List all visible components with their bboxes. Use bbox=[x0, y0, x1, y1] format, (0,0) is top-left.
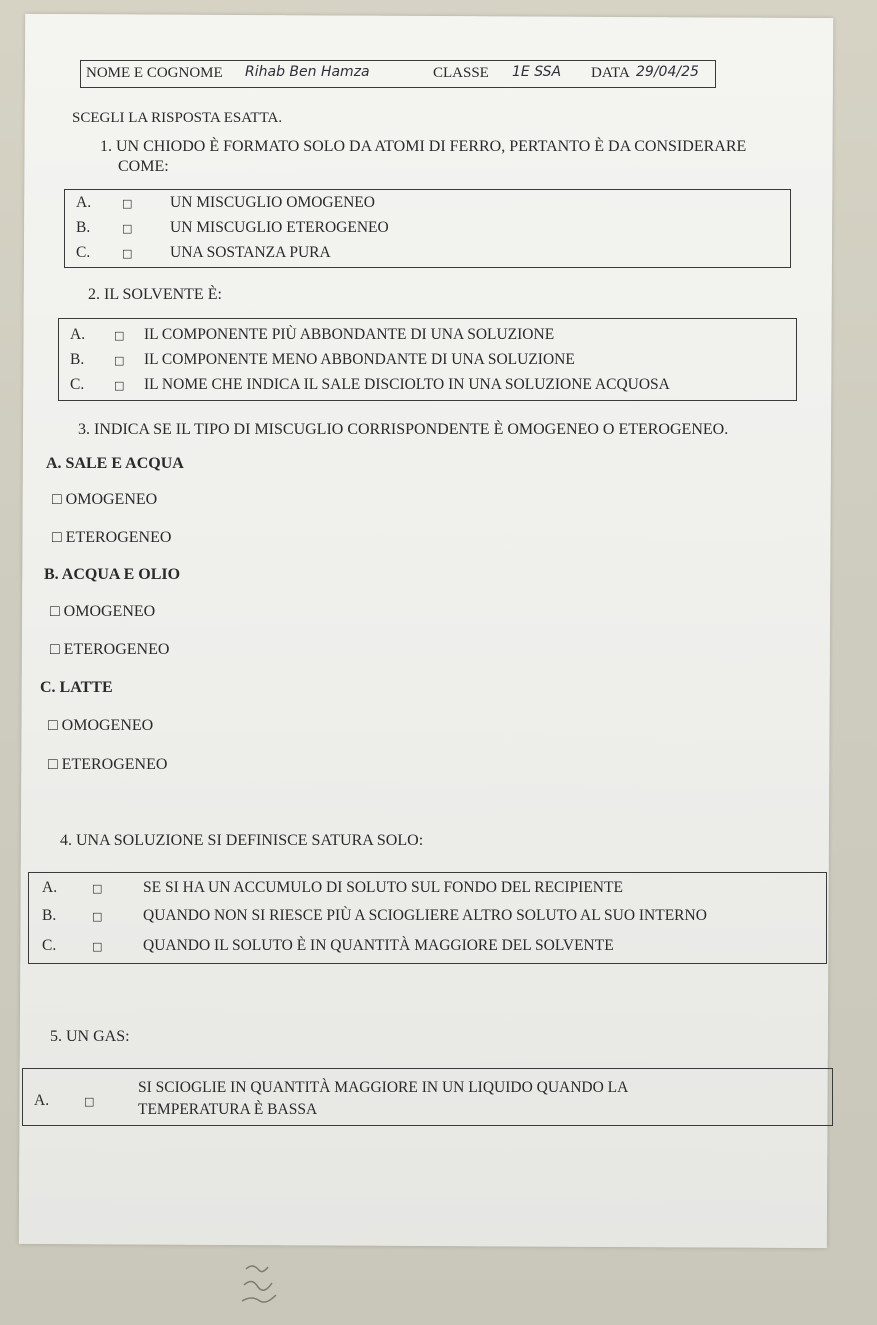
date-value: 29/04/25 bbox=[636, 64, 699, 80]
class-value: 1E SSA bbox=[512, 64, 562, 80]
q1-option-c-text: UNA SOSTANZA PURA bbox=[170, 244, 331, 261]
q1-option-b-checkbox[interactable]: □ bbox=[122, 222, 133, 235]
desk-scribble-mark bbox=[232, 1255, 292, 1315]
q3-item-c-eterogeneo[interactable]: □ ETEROGENEO bbox=[48, 756, 168, 773]
q3-item-b-title: B. ACQUA E OLIO bbox=[44, 566, 181, 583]
q4-option-c-checkbox[interactable]: □ bbox=[92, 940, 103, 953]
q2-option-c-text: IL NOME CHE INDICA IL SALE DISCIOLTO IN UNA SOLUZIONE ACQUOSA bbox=[144, 376, 670, 393]
q1-option-b-letter: B. bbox=[76, 219, 91, 236]
name-value: Rihab Ben Hamza bbox=[245, 64, 370, 80]
q1-option-c-letter: C. bbox=[76, 244, 91, 261]
q4-option-b-letter: B. bbox=[42, 907, 57, 924]
instruction: SCEGLI LA RISPOSTA ESATTA. bbox=[72, 110, 283, 126]
q3-item-a-omogeneo[interactable]: □ OMOGENEO bbox=[52, 491, 158, 508]
q4-option-c-text: QUANDO IL SOLUTO È IN QUANTITÀ MAGGIORE DEL SOLVENTE bbox=[143, 937, 614, 954]
q4-option-b-checkbox[interactable]: □ bbox=[92, 910, 103, 923]
question-4: 4. UNA SOLUZIONE SI DEFINISCE SATURA SOLO: bbox=[60, 832, 424, 849]
q3-item-b-omogeneo[interactable]: □ OMOGENEO bbox=[50, 603, 156, 620]
question-5: 5. UN GAS: bbox=[50, 1028, 130, 1045]
q4-option-a-text: SE SI HA UN ACCUMULO DI SOLUTO SUL FONDO DEL RECIPIENTE bbox=[143, 879, 623, 896]
q3-item-c-omogeneo[interactable]: □ OMOGENEO bbox=[48, 717, 154, 734]
q2-option-a-checkbox[interactable]: □ bbox=[114, 329, 125, 342]
q3-item-c-title: C. LATTE bbox=[40, 679, 113, 696]
name-label: NOME E COGNOME bbox=[86, 65, 223, 81]
q4-option-c-letter: C. bbox=[42, 937, 57, 954]
q2-option-b-checkbox[interactable]: □ bbox=[114, 354, 125, 367]
q2-option-a-letter: A. bbox=[70, 326, 86, 343]
q5-option-a-letter: A. bbox=[34, 1092, 50, 1109]
class-label: CLASSE bbox=[433, 65, 489, 81]
q3-item-a-title: A. SALE E ACQUA bbox=[46, 455, 184, 472]
q4-option-a-checkbox[interactable]: □ bbox=[92, 882, 103, 895]
q1-option-a-letter: A. bbox=[76, 194, 92, 211]
q2-option-c-checkbox[interactable]: □ bbox=[114, 379, 125, 392]
q5-option-a-checkbox[interactable]: □ bbox=[84, 1095, 95, 1108]
question-2: 2. IL SOLVENTE È: bbox=[88, 286, 222, 303]
q3-item-a-eterogeneo[interactable]: □ ETEROGENEO bbox=[52, 529, 172, 546]
q5-option-a-line2: TEMPERATURA È BASSA bbox=[138, 1101, 318, 1118]
question-1-line1: 1. UN CHIODO È FORMATO SOLO DA ATOMI DI FERRO, PERTANTO È DA CONSIDERARE bbox=[100, 138, 747, 155]
q2-option-b-text: IL COMPONENTE MENO ABBONDANTE DI UNA SOLUZIONE bbox=[144, 351, 575, 368]
q1-option-a-text: UN MISCUGLIO OMOGENEO bbox=[170, 194, 375, 211]
q2-option-b-letter: B. bbox=[70, 351, 85, 368]
q4-option-a-letter: A. bbox=[42, 879, 58, 896]
q4-option-b-text: QUANDO NON SI RIESCE PIÙ A SCIOGLIERE ALTRO SOLUTO AL SUO INTERNO bbox=[143, 907, 707, 924]
date-label: DATA bbox=[591, 65, 630, 81]
question-1-line2: COME: bbox=[118, 158, 169, 175]
q2-option-a-text: IL COMPONENTE PIÙ ABBONDANTE DI UNA SOLUZIONE bbox=[144, 326, 555, 343]
q1-option-c-checkbox[interactable]: □ bbox=[122, 247, 133, 260]
q5-option-a-line1: SI SCIOGLIE IN QUANTITÀ MAGGIORE IN UN LIQUIDO QUANDO LA bbox=[138, 1079, 629, 1096]
q2-option-c-letter: C. bbox=[70, 376, 85, 393]
q3-item-b-eterogeneo[interactable]: □ ETEROGENEO bbox=[50, 641, 170, 658]
q1-option-a-checkbox[interactable]: □ bbox=[122, 197, 133, 210]
q1-option-b-text: UN MISCUGLIO ETEROGENEO bbox=[170, 219, 389, 236]
question-3: 3. INDICA SE IL TIPO DI MISCUGLIO CORRISPONDENTE È OMOGENEO O ETEROGENEO. bbox=[78, 421, 729, 438]
